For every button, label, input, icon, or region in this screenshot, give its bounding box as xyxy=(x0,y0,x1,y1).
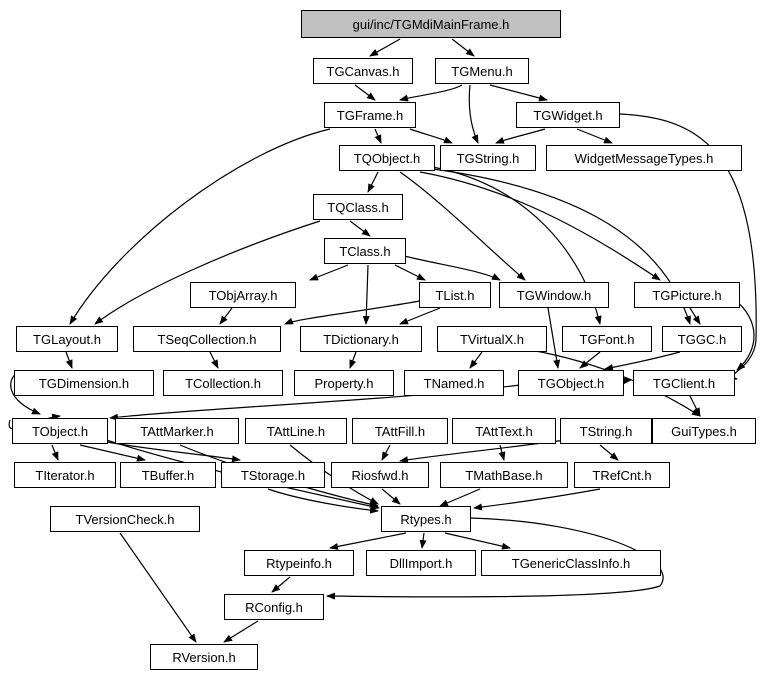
node-tgobject[interactable]: TGObject.h xyxy=(518,370,624,396)
node-tgclient[interactable]: TGClient.h xyxy=(633,370,735,396)
node-tgfont[interactable]: TGFont.h xyxy=(562,326,652,352)
node-tstring[interactable]: TString.h xyxy=(560,418,652,444)
node-tatttext[interactable]: TAttText.h xyxy=(452,418,556,444)
node-rversion[interactable]: RVersion.h xyxy=(150,644,258,670)
node-tlist[interactable]: TList.h xyxy=(419,282,491,308)
node-tgstring[interactable]: TGString.h xyxy=(440,145,536,171)
node-tgcanvas[interactable]: TGCanvas.h xyxy=(313,58,413,84)
node-widgetmessagetypes[interactable]: WidgetMessageTypes.h xyxy=(546,145,742,171)
node-tggc[interactable]: TGGC.h xyxy=(662,326,742,352)
node-rtypes[interactable]: Rtypes.h xyxy=(381,506,471,532)
node-tdictionary[interactable]: TDictionary.h xyxy=(300,326,422,352)
node-property[interactable]: Property.h xyxy=(294,370,394,396)
node-tgpicture[interactable]: TGPicture.h xyxy=(634,282,740,308)
node-rtypeinfo[interactable]: Rtypeinfo.h xyxy=(244,550,354,576)
node-guitypes[interactable]: GuiTypes.h xyxy=(652,418,756,444)
node-trefcnt[interactable]: TRefCnt.h xyxy=(574,462,670,488)
node-tqobject[interactable]: TQObject.h xyxy=(339,145,435,171)
node-rconfig[interactable]: RConfig.h xyxy=(224,594,324,620)
node-tgwindow[interactable]: TGWindow.h xyxy=(499,282,609,308)
node-tbuffer[interactable]: TBuffer.h xyxy=(120,462,216,488)
node-tgframe[interactable]: TGFrame.h xyxy=(324,102,416,128)
node-tobjarray[interactable]: TObjArray.h xyxy=(190,282,296,308)
node-tgenericclassinfo[interactable]: TGenericClassInfo.h xyxy=(481,550,661,576)
node-tclass[interactable]: TClass.h xyxy=(324,238,406,264)
node-tnamed[interactable]: TNamed.h xyxy=(404,370,504,396)
node-tattfill[interactable]: TAttFill.h xyxy=(352,418,448,444)
node-titerator[interactable]: TIterator.h xyxy=(14,462,116,488)
node-root[interactable]: gui/inc/TGMdiMainFrame.h xyxy=(301,10,561,38)
node-riosfwd[interactable]: Riosfwd.h xyxy=(331,462,429,488)
node-tobject[interactable]: TObject.h xyxy=(12,418,108,444)
node-tglayout[interactable]: TGLayout.h xyxy=(16,326,118,352)
node-tmathbase[interactable]: TMathBase.h xyxy=(440,462,568,488)
node-tgdimension[interactable]: TGDimension.h xyxy=(14,370,154,396)
node-tversioncheck[interactable]: TVersionCheck.h xyxy=(50,506,200,532)
node-tgmenu[interactable]: TGMenu.h xyxy=(435,58,529,84)
node-tseqcollection[interactable]: TSeqCollection.h xyxy=(133,326,281,352)
node-tqclass[interactable]: TQClass.h xyxy=(313,194,403,220)
node-tgwidget[interactable]: TGWidget.h xyxy=(516,102,620,128)
node-tattline[interactable]: TAttLine.h xyxy=(245,418,347,444)
node-tcollection[interactable]: TCollection.h xyxy=(163,370,283,396)
node-tstorage[interactable]: TStorage.h xyxy=(221,462,325,488)
node-tvirtualx[interactable]: TVirtualX.h xyxy=(437,326,547,352)
node-dllimport[interactable]: DllImport.h xyxy=(366,550,476,576)
node-tattmarker[interactable]: TAttMarker.h xyxy=(115,418,239,444)
